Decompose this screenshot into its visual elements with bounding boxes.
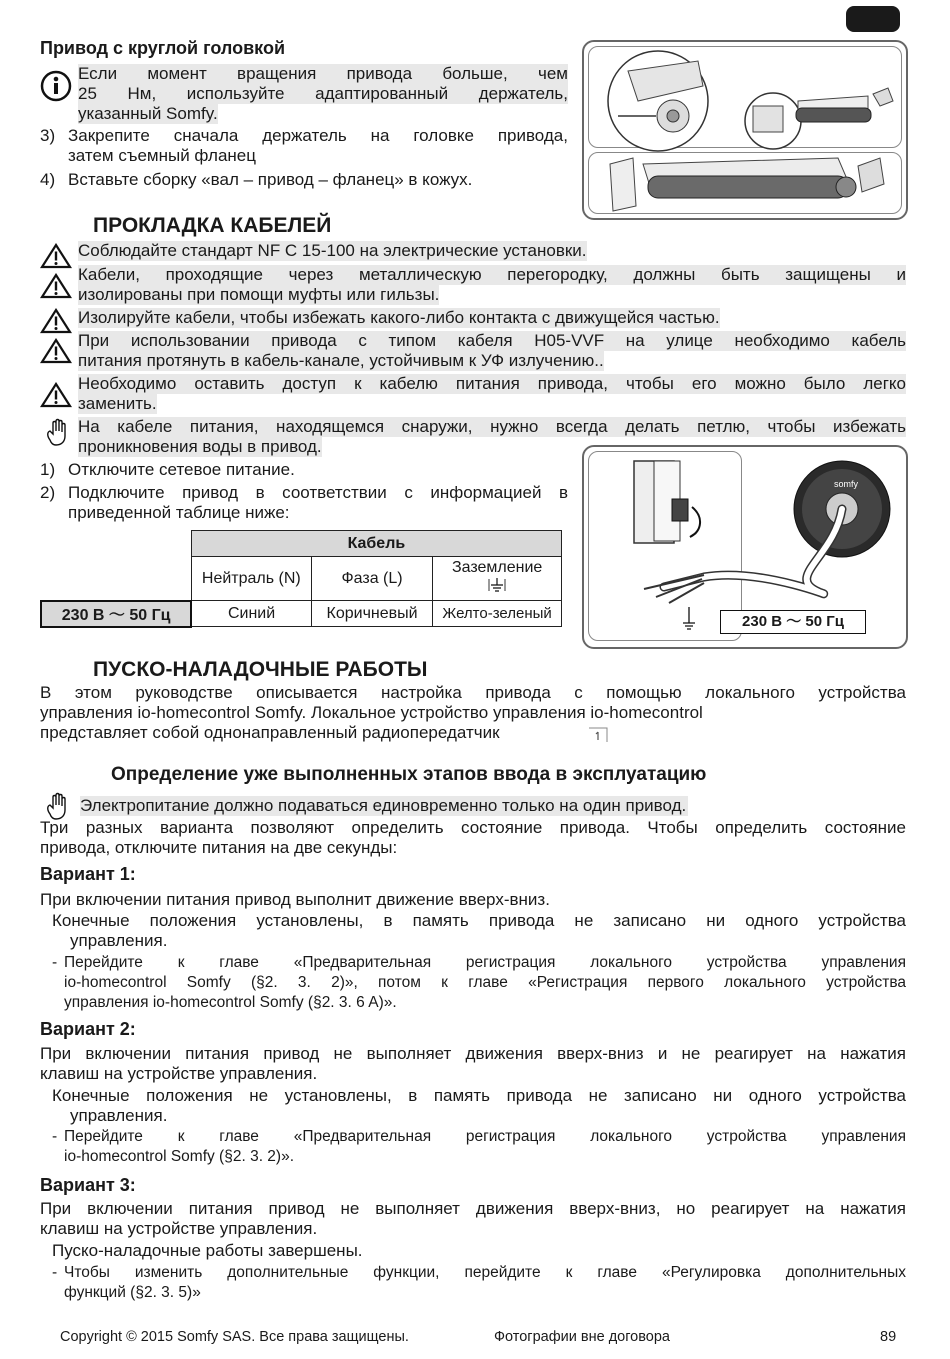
info-line: 25 Нм, используйте адаптированный держатель, <box>78 84 568 103</box>
info-line: указанный Somfy. <box>78 104 218 123</box>
variant-text: клавиш на устройстве управления. <box>40 1219 318 1238</box>
cable-table <box>40 530 562 628</box>
step-text: Закрепите сначала держатель на головке привода, <box>68 126 568 145</box>
warning-text: Кабели, проходящие через металлическую перегородку, должны быть защищены и <box>78 265 906 284</box>
variant-action: io-homecontrol Somfy (§2. 3. 2)», потом к главе «Регистрация первого локального устройства <box>64 974 906 991</box>
dash: - <box>52 954 58 971</box>
info-icon <box>40 70 72 102</box>
hand-note-text: На кабеле питания, находящемся снаружи, нужно всегда делать петлю, чтобы избежать <box>78 417 906 436</box>
subsection-title: Определение уже выполненных этапов ввода в эксплуатацию <box>111 764 707 785</box>
figure-motor-assembly <box>582 40 908 220</box>
warning-text: изолированы при помощи муфты или гильзы. <box>78 285 440 304</box>
variant-state: Конечные положения не установлены, в память привода не записано ни одного устройства <box>52 1086 906 1105</box>
table-cell: Коричневый <box>311 601 432 627</box>
warning-text: Соблюдайте стандарт NF C 15-100 на электрические установки. <box>78 241 587 260</box>
warning-icon <box>40 243 72 269</box>
hand-icon <box>44 792 74 820</box>
step-text: приведенной таблице ниже: <box>68 503 290 522</box>
variant-state: управления. <box>70 1106 168 1125</box>
hand-icon <box>44 418 74 446</box>
variant-text: При включении питания привод не выполняет движения вверх-вниз и не реагирует на нажатия <box>40 1044 906 1063</box>
section-title-commissioning: ПУСКО-НАЛАДОЧНЫЕ РАБОТЫ <box>93 658 428 681</box>
variant-action: функций (§2. 3. 5)» <box>64 1284 201 1301</box>
variant-action: io-homecontrol Somfy (§2. 3. 2)». <box>64 1148 295 1165</box>
paragraph-line: Три разных варианта позволяют определить состояние привода. Чтобы определить состояние <box>40 818 906 837</box>
somfy-logo: somfy <box>834 479 859 489</box>
dash: - <box>52 1264 58 1281</box>
variant-action: Перейдите к главе «Предварительная регистрация локального устройства управления <box>64 1128 906 1145</box>
section-title-cabling: ПРОКЛАДКА КАБЕЛЕЙ <box>93 214 332 237</box>
variant-text: При включении питания привод не выполняет движения вверх-вниз, но реагирует на нажатия <box>40 1199 906 1218</box>
variant-state: управления. <box>70 931 168 950</box>
hand-note-text: проникновения воды в привод. <box>78 437 322 456</box>
variant-action: Перейдите к главе «Предварительная регистрация локального устройства управления <box>64 954 906 971</box>
variant-action: управления io-homecontrol Somfy (§2. 3. 6 A)». <box>64 994 397 1011</box>
step-text: Подключите привод в соответствии с информацией в <box>68 483 568 502</box>
step-text: затем съемный фланец <box>68 146 256 165</box>
variant-title: Вариант 3: <box>40 1175 136 1195</box>
step-number: 4) <box>40 170 56 189</box>
warning-text: питания протянуть в кабель-канале, устойчивым к УФ излучению.. <box>78 351 604 370</box>
variant-title: Вариант 1: <box>40 864 136 884</box>
variant-action: Чтобы изменить дополнительные функции, перейдите к главе «Регулировка дополнительных <box>64 1264 906 1281</box>
variant-title: Вариант 2: <box>40 1019 136 1039</box>
paragraph-line: управления io-homecontrol Somfy. Локальное устройство управления io-homecontrol <box>40 703 703 722</box>
step-text: Вставьте сборку «вал – привод – фланец» в кожух. <box>68 170 473 189</box>
variant-state: Конечные положения установлены, в память привода не записано ни одного устройства <box>52 911 906 930</box>
page-number: 89 <box>880 1329 897 1345</box>
figure-wiring <box>582 445 908 649</box>
warning-text: Изолируйте кабели, чтобы избежать какого-либо контакта с движущейся частью. <box>78 308 720 327</box>
paragraph-line: представляет собой однонаправленный радиопередатчик <box>40 723 500 742</box>
table-row-label: 230 В ～ 50 Гц <box>41 601 191 627</box>
warning-icon <box>40 382 72 408</box>
motor-assembly-drawing <box>588 46 902 214</box>
earth-icon <box>484 577 510 593</box>
step-number: 2) <box>40 483 56 502</box>
table-header: Кабель <box>191 531 561 557</box>
footer-copyright: Copyright © 2015 Somfy SAS. Все права защищены. <box>60 1329 409 1345</box>
warning-icon <box>40 308 72 334</box>
dash: - <box>52 1128 58 1145</box>
warning-icon <box>40 338 72 364</box>
footer-photos: Фотографии вне договора <box>494 1329 670 1345</box>
hand-note-text: Электропитание должно подаваться единовременно только на один привод. <box>80 796 687 815</box>
info-line: Если момент вращения привода больше, чем <box>78 64 568 83</box>
warning-text: заменить. <box>78 394 157 413</box>
variant-text: При включении питания привод выполнит движение вверх-вниз. <box>40 890 550 909</box>
paragraph-line: привода, отключите питания на две секунды: <box>40 838 398 857</box>
remote-icon <box>587 724 611 744</box>
warning-text: При использовании привода с типом кабеля H05-VVF на улице необходимо кабель <box>78 331 906 350</box>
step-text: Отключите сетевое питание. <box>68 460 295 479</box>
voltage-label: 230 В ～ 50 Гц <box>720 610 866 634</box>
section-title-round-head: Привод с круглой головкой <box>40 38 286 58</box>
variant-state: Пуско-наладочные работы завершены. <box>52 1241 363 1260</box>
variant-text: клавиш на устройстве управления. <box>40 1064 318 1083</box>
step-number: 3) <box>40 126 56 145</box>
table-cell: Желто-зеленый <box>433 601 562 627</box>
warning-icon <box>40 273 72 299</box>
warning-text: Необходимо оставить доступ к кабелю питания привода, чтобы его можно было легко <box>78 374 906 393</box>
page-tab-badge <box>846 6 900 32</box>
table-col-earth: Заземление <box>433 557 562 601</box>
table-col-phase: Фаза (L) <box>311 557 432 601</box>
paragraph-line: В этом руководстве описывается настройка привода с помощью локального устройства <box>40 683 906 702</box>
step-number: 1) <box>40 460 56 479</box>
table-cell: Синий <box>191 601 311 627</box>
table-col-neutral: Нейтраль (N) <box>191 557 311 601</box>
